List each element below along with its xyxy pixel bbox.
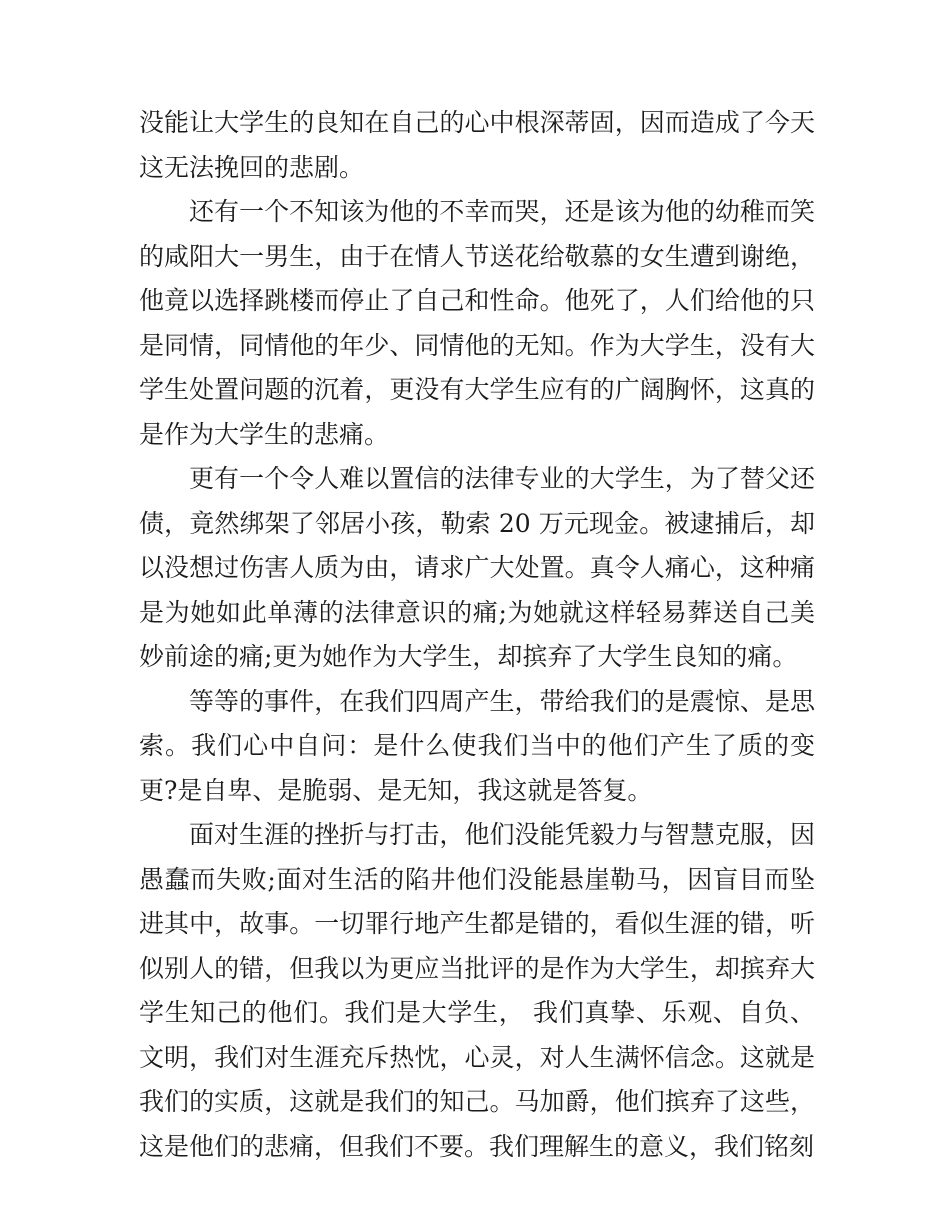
paragraph: [139, 680, 815, 814]
text-line: 这是他们的悲痛，但我们不要。我们理解生的意义，我们铭刻: [139, 1131, 815, 1161]
text-line: 以没想过伤害人质为由，请求广大处置。真令人痛心，这种痛: [139, 553, 815, 582]
text-line: 学生处置问题的沉着，更没有大学生应有的广阔胸怀，这真的: [139, 375, 815, 404]
text-line: 索。我们心中自问：是什么使我们当中的他们产生了质的变: [139, 731, 815, 760]
text-line: 还有一个不知该为他的不幸而哭，还是该为他的幼稚而笑: [189, 197, 815, 226]
text-line: 是作为大学生的悲痛。: [139, 419, 390, 449]
text-line: 的咸阳大一男生，由于在情人节送花给敬慕的女生遭到谢绝，: [139, 241, 815, 271]
body-text: [139, 101, 815, 1169]
text-line: 更有一个令人难以置信的法律专业的大学生，为了替父还: [189, 464, 815, 493]
paragraph: [139, 457, 815, 680]
text-line: 这无法挽回的悲剧。: [139, 152, 365, 182]
text-line: 我们的实质，这就是我们的知己。马加爵，他们摈弃了这些，: [139, 1087, 815, 1116]
text-line: 愚蠢而失败;面对生活的陷井他们没能悬崖勒马，因盲目而坠: [139, 864, 815, 894]
text-line: 是为她如此单薄的法律意识的痛;为她就这样轻易葬送自己美: [139, 597, 815, 627]
text-line: 债，竟然绑架了邻居小孩，勒索 20 万元现金。被逮捕后，却: [139, 508, 815, 538]
text-line: 进其中，故事。一切罪行地产生都是错的，看似生涯的错，听: [139, 909, 815, 938]
text-line: 没能让大学生的良知在自己的心中根深蒂固，因而造成了今天: [139, 108, 815, 137]
text-line: 面对生涯的挫折与打击，他们没能凭毅力与智慧克服，因: [189, 820, 815, 849]
text-line: 更?是自卑、是脆弱、是无知，我这就是答复。: [139, 775, 653, 805]
text-line: 是同情，同情他的年少、同情他的无知。作为大学生，没有大: [139, 330, 815, 360]
paragraph: [139, 813, 815, 1169]
text-line: 学生知己的他们。我们是大学生， 我们真挚、乐观、自负、: [139, 998, 815, 1027]
paragraph: [139, 190, 815, 457]
text-line: 妙前途的痛;更为她作为大学生，却摈弃了大学生良知的痛。: [139, 642, 798, 671]
paragraph: [139, 101, 815, 190]
text-line: 似别人的错，但我以为更应当批评的是作为大学生，却摈弃大: [139, 953, 815, 983]
text-line: 等等的事件，在我们四周产生，带给我们的是震惊、是思: [189, 686, 815, 716]
text-line: 文明，我们对生涯充斥热忱，心灵，对人生满怀信念。这就是: [139, 1042, 815, 1072]
text-line: 他竟以选择跳楼而停止了自己和性命。他死了，人们给他的只: [139, 286, 815, 315]
